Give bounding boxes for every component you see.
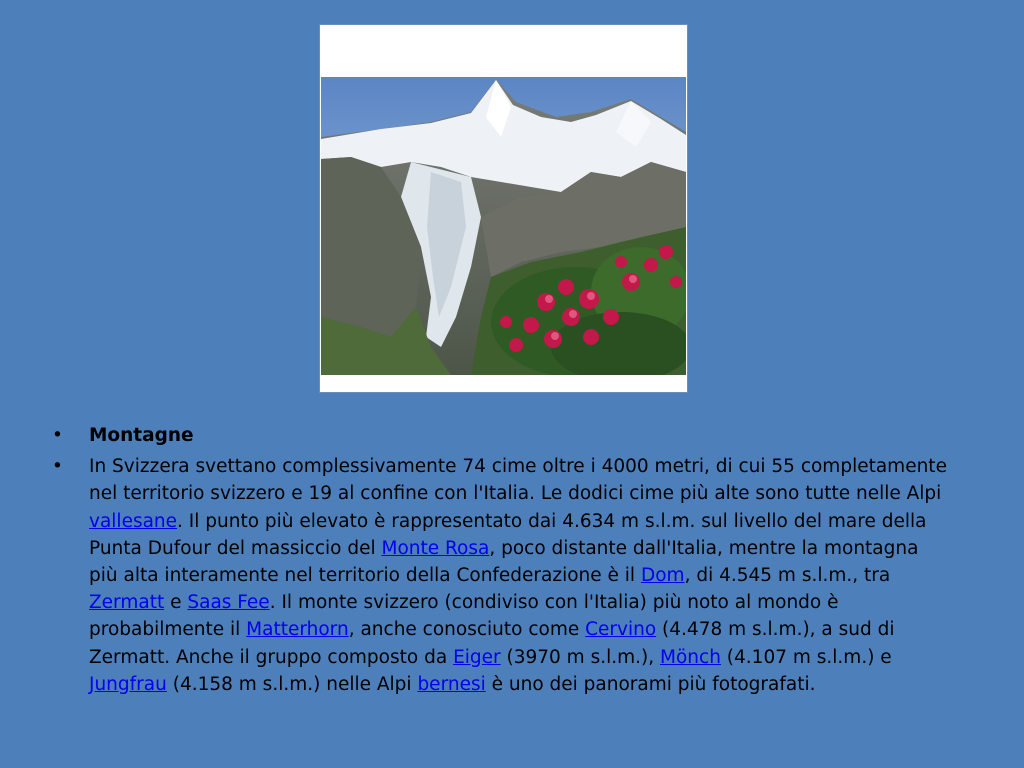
section-heading: Montagne — [89, 425, 194, 446]
link-cervino[interactable]: Cervino — [585, 619, 657, 641]
link-vallesane[interactable]: vallesane — [89, 510, 178, 532]
mountain-landscape-image — [321, 77, 686, 375]
body-text: (4.107 m s.l.m.) e — [720, 646, 892, 668]
link-zermatt[interactable]: Zermatt — [89, 592, 165, 614]
link-dom[interactable]: Dom — [640, 565, 685, 587]
body-text: (4.158 m s.l.m.) nelle Alpi — [166, 673, 418, 695]
body-text: . Il punto più elevato è rappresentato dai 4.634 m s.l.m. sul livello del mare della Punta Dufour del massiccio del — [89, 510, 927, 559]
body-text: e — [164, 592, 188, 614]
link-saas-fee[interactable]: Saas Fee — [187, 592, 270, 614]
mountain-photo-frame — [320, 25, 687, 392]
link-matterhorn[interactable]: Matterhorn — [246, 619, 349, 641]
body-text: , poco distante dall'Italia, mentre la montagna più alta interamente nel territorio della Confederazione è il — [89, 537, 919, 587]
body-text: è uno dei panorami più fotografati. — [485, 673, 816, 695]
body-text: , anche conosciuto come — [348, 619, 586, 641]
link-monte-rosa[interactable]: Monte Rosa — [381, 537, 490, 559]
link-monch[interactable]: Mönch — [660, 646, 721, 668]
body-text: (3970 m s.l.m.), — [500, 646, 661, 668]
link-eiger[interactable]: Eiger — [453, 646, 501, 668]
body-text: . Il monte svizzero (condiviso con l'Italia) più noto al mondo è probabilmente il — [89, 592, 839, 641]
link-bernesi[interactable]: bernesi — [417, 673, 486, 695]
body-text: In Svizzera svettano complessivamente 74 cime oltre i 4000 metri, di cui 55 completamente nel territorio svizzero e 19 al confine con l'Italia. Le dodici cime più alte sono tutte nelle Alpi — [89, 456, 947, 505]
body-text: , di 4.545 m s.l.m., tra — [684, 565, 891, 587]
bullet-item-body — [48, 453, 948, 698]
bullet-item-heading — [48, 422, 948, 449]
body-text: (4.478 m s.l.m.), a sud di Zermatt. Anche il gruppo composto da — [89, 619, 895, 668]
bullet-list — [48, 422, 948, 698]
link-jungfrau[interactable]: Jungfrau — [89, 673, 167, 695]
